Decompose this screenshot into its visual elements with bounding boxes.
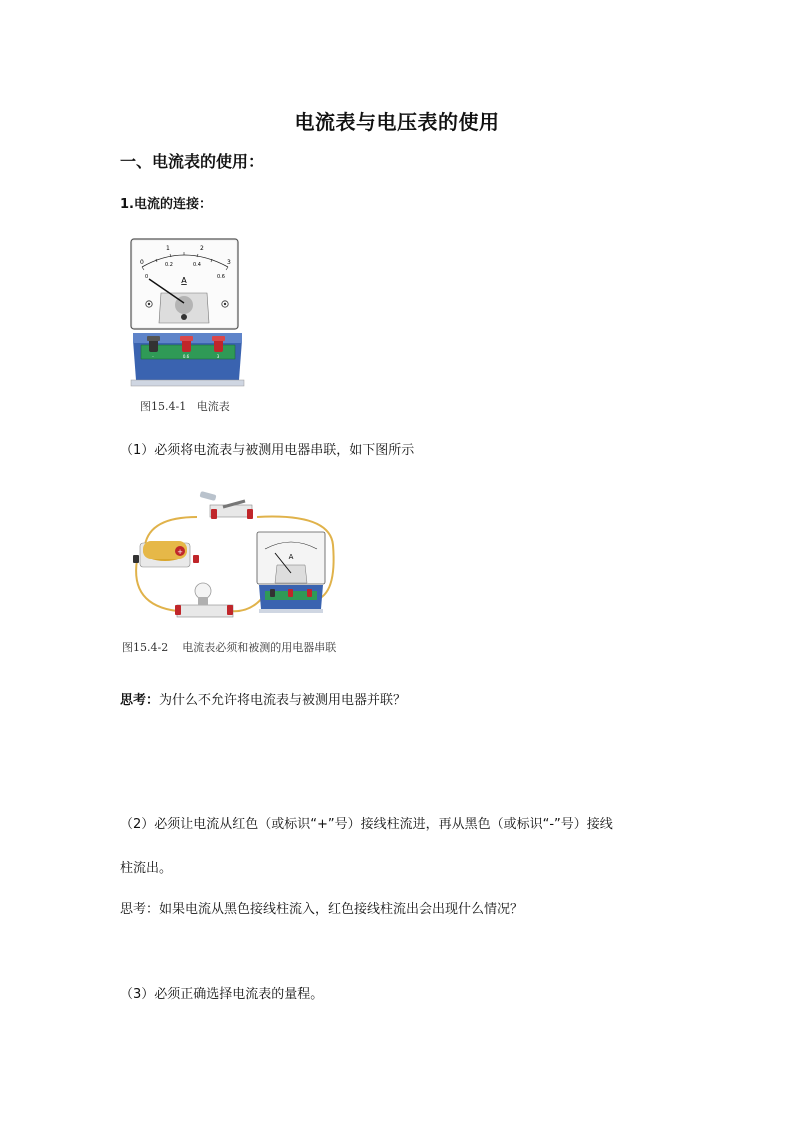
switch [199,491,253,519]
svg-text:+: + [177,548,183,556]
svg-text:0.4: 0.4 [193,262,201,268]
paragraph-select-range: （3）必须正确选择电流表的量程。 [120,987,324,1002]
svg-text:0.2: 0.2 [165,262,173,268]
subheading-current-connection: 1.电流的连接： [120,197,212,212]
paragraph-current-direction-line1: （2）必须让电流从红色（或标识“+”号）接线柱流进，再从黑色（或标识“-”号）接线 [120,817,613,832]
svg-text:2: 2 [200,245,204,252]
svg-text:3: 3 [216,354,220,359]
figure2-caption: 图15.4-2 电流表必须和被测的用电器串联 [122,641,337,654]
section-heading-ammeter-use: 一、电流表的使用： [120,152,265,171]
paragraph-series-connection: （1）必须将电流表与被测用电器串联，如下图所示 [120,443,415,458]
svg-text:0: 0 [145,274,149,280]
svg-text:-: - [152,354,154,359]
light-bulb [175,583,233,617]
svg-text:0: 0 [140,259,144,266]
svg-text:0.6: 0.6 [217,274,225,280]
svg-text:3: 3 [227,259,231,266]
svg-text:0.6: 0.6 [182,354,190,359]
svg-text:1: 1 [166,245,170,252]
think-question-text: 为什么不允许将电流表与被测用电器并联？ [159,693,407,708]
ammeter-figure [125,235,250,390]
svg-text:A: A [288,553,294,561]
think-label: 思考： [120,693,160,708]
think-question-parallel [120,691,406,711]
figure1-caption: 图15.4-1 电流表 [140,400,230,413]
wire [145,517,197,545]
circuit-ammeter [257,532,325,613]
page-title: 电流表与电压表的使用 [294,110,500,134]
battery [133,541,199,567]
paragraph-current-direction-line2: 柱流出。 [120,861,173,876]
think-question-reverse: 思考：如果电流从黑色接线柱流入，红色接线柱流出会出现什么情况？ [120,902,524,917]
svg-text:A: A [181,276,187,285]
circuit-figure [125,485,350,625]
